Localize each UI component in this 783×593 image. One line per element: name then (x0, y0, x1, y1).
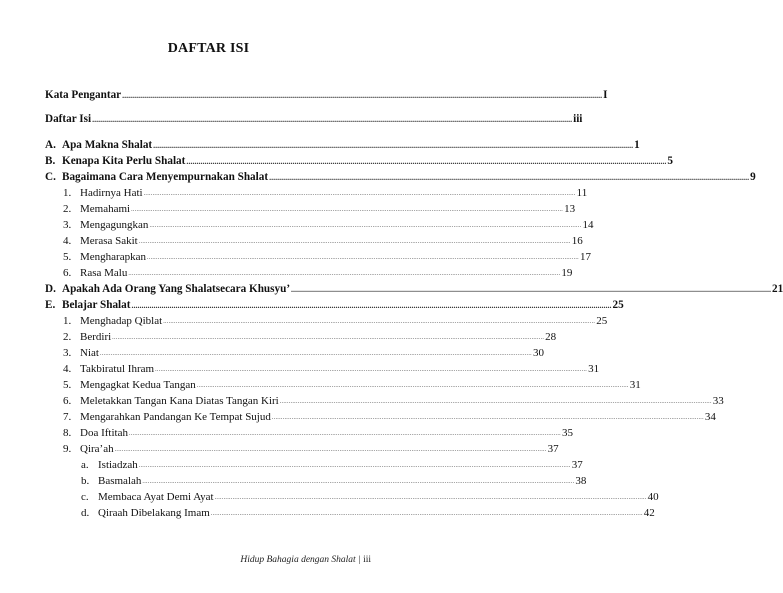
toc-entry (45, 408, 716, 423)
toc-entry-label: Takbiratul Ihram (80, 363, 155, 375)
toc-entry-number: 6. (63, 267, 72, 279)
dot-leader: ................................................................................................................................................................................................................................................ (279, 399, 712, 405)
toc-entry (45, 344, 544, 359)
toc-entry-page: 34 (704, 411, 716, 423)
toc-entry-page: 42 (643, 507, 655, 519)
toc-entry-label: Qira’ah (80, 443, 114, 455)
toc-entry (45, 248, 591, 263)
toc-entry-page: 28 (545, 331, 557, 343)
dot-leader: ................................................................................................................................................................................................................................................ (128, 271, 561, 277)
dot-leader: ................................................................................................................................................................................................................................................ (131, 301, 612, 310)
dot-leader: ................................................................................................................................................................................................................................................ (128, 431, 561, 437)
toc-entry-number: 6. (63, 395, 72, 407)
toc-entry-number: A. (45, 139, 56, 151)
toc-entry-page: 25 (612, 299, 624, 311)
toc-entry (45, 264, 573, 279)
page-title: DAFTAR ISI (167, 41, 250, 56)
toc-entry (45, 488, 659, 503)
dot-leader: ................................................................................................................................................................................................................................................ (155, 367, 588, 373)
toc-entry-page: 9 (750, 171, 756, 183)
toc-entry-label: Berdiri (80, 331, 112, 343)
dot-leader: ................................................................................................................................................................................................................................................ (196, 383, 629, 389)
toc-entry-number: a. (81, 459, 89, 471)
toc-entry-label: Apakah Ada Orang Yang Shalatsecara Khusyu’ (62, 283, 291, 295)
toc-entry-page: 5 (667, 155, 673, 167)
toc-entry-number: 2. (63, 203, 72, 215)
toc-entry (45, 296, 624, 311)
dot-leader: ................................................................................................................................................................................................................................................ (138, 463, 571, 469)
dot-leader: ................................................................................................................................................................................................................................................ (149, 223, 582, 229)
toc-entry-label: Mengagkat Kedua Tangan (80, 379, 196, 391)
toc-entry-number: 7. (63, 411, 72, 423)
toc-entry-number: 1. (63, 315, 72, 327)
toc-entry (45, 136, 640, 151)
dot-leader: ................................................................................................................................................................................................................................................ (146, 255, 579, 261)
toc-entry-label: Belajar Shalat (62, 299, 131, 311)
toc-entry-page: 13 (564, 203, 576, 215)
toc-entry (45, 200, 576, 215)
toc-entry-number: 4. (63, 363, 72, 375)
toc-entry (45, 216, 594, 231)
dot-leader: ................................................................................................................................................................................................................................................ (138, 239, 571, 245)
toc-entry-label: Kata Pengantar (45, 89, 122, 101)
toc-entry-label: Mengarahkan Pandangan Ke Tempat Sujud (80, 411, 271, 423)
toc-entry-page: 30 (532, 347, 544, 359)
toc-entry (45, 328, 557, 343)
dot-leader: ................................................................................................................................................................................................................................................ (114, 447, 547, 453)
dot-leader: ................................................................................................................................................................................................................................................ (143, 191, 576, 197)
toc-entry-number: 5. (63, 379, 72, 391)
toc-entry-label: Memahami (80, 203, 131, 215)
toc-entry-page: 38 (575, 475, 587, 487)
toc-entry-number: d. (81, 507, 90, 519)
toc-entry-number: 3. (63, 347, 72, 359)
toc-entry-page: 37 (547, 443, 559, 455)
toc-entry-label: Niat (80, 347, 99, 359)
dot-leader: ................................................................................................................................................................................................................................................ (210, 511, 643, 517)
toc-entry-page: 19 (561, 267, 573, 279)
dot-leader: ................................................................................................................................................................................................................................................ (92, 115, 573, 124)
toc-entry (45, 152, 673, 167)
toc-entry-number: C. (45, 171, 56, 183)
dot-leader: ................................................................................................................................................................................................................................................ (131, 207, 564, 213)
toc-entry-page: I (603, 89, 608, 101)
toc-entry (45, 184, 588, 199)
toc-entry-label: Kenapa Kita Perlu Shalat (62, 155, 186, 167)
toc-entry (45, 424, 573, 439)
toc-entry-label: Membaca Ayat Demi Ayat (98, 491, 214, 503)
toc-entry-number: 9. (63, 443, 72, 455)
toc-entry (45, 86, 608, 101)
toc-entry-label: Apa Makna Shalat (62, 139, 153, 151)
toc-entry-number: b. (81, 475, 90, 487)
toc-entry-page: 16 (571, 235, 583, 247)
dot-leader: ................................................................................................................................................................................................................................................ (153, 141, 634, 150)
dot-leader: ................................................................................................................................................................................................................................................ (214, 495, 647, 501)
toc-entry-number: 3. (63, 219, 72, 231)
toc-entry-label: Daftar Isi (45, 113, 92, 125)
dot-leader: ................................................................................................................................................................................................................................................ (122, 91, 603, 100)
toc-entry-label: Meletakkan Tangan Kana Diatas Tangan Kiri (80, 395, 279, 407)
toc-entry (45, 232, 583, 247)
toc-entry-page: 17 (579, 251, 591, 263)
dot-leader: ................................................................................................................................................................................................................................................ (142, 479, 575, 485)
toc-entry-number: 5. (63, 251, 72, 263)
toc-entry-label: Istiadzah (98, 459, 138, 471)
toc-entry-label: Hadirnya Hati (80, 187, 143, 199)
dot-leader: ................................................................................................................................................................................................................................................ (269, 173, 750, 182)
toc-entry (45, 312, 608, 327)
toc-entry (45, 472, 587, 487)
toc-entry-page: 11 (576, 187, 588, 199)
toc-entry-label: Mengharapkan (80, 251, 146, 263)
toc-entry-number: 8. (63, 427, 72, 439)
toc-entry (45, 360, 600, 375)
toc-entry (45, 110, 583, 125)
toc-entry-label: Qiraah Dibelakang Imam (98, 507, 210, 519)
toc-entry-page: 35 (561, 427, 573, 439)
toc-entry-number: 2. (63, 331, 72, 343)
toc-entry-label: Mengagungkan (80, 219, 149, 231)
toc-entry-label: Menghadap Qiblat (80, 315, 163, 327)
page-footer (240, 555, 371, 565)
toc-entry-number: B. (45, 155, 56, 167)
toc-entry-number: c. (81, 491, 89, 503)
toc-entry-number: D. (45, 283, 56, 295)
toc-entry-page: 21 (772, 283, 783, 295)
toc-entry-label: Doa Iftitah (80, 427, 128, 439)
dot-leader: ................................................................................................................................................................................................................................................ (186, 157, 667, 166)
toc-entry (45, 440, 559, 455)
dot-leader: ................................................................................................................................................................................................................................................ (163, 319, 596, 325)
toc-entry-label: Basmalah (98, 475, 142, 487)
toc-entry (45, 504, 655, 519)
toc-entry-label: Bagaimana Cara Menyempurnakan Shalat (62, 171, 269, 183)
toc-entry-number: E. (45, 299, 56, 311)
dot-leader: ................................................................................................................................................................................................................................................ (291, 285, 772, 294)
footer-page-number: iii (363, 555, 371, 565)
toc-entry-label: Merasa Sakit (80, 235, 138, 247)
dot-leader: ................................................................................................................................................................................................................................................ (271, 415, 704, 421)
toc-entry-label: Rasa Malu (80, 267, 128, 279)
toc-entry-page: 31 (629, 379, 641, 391)
toc-entry (45, 456, 583, 471)
toc-entry-page: 1 (634, 139, 640, 151)
toc-entry (45, 280, 783, 295)
toc-entry-page: 40 (647, 491, 659, 503)
toc-entry (45, 392, 724, 407)
toc-entry-page: iii (573, 113, 583, 125)
footer-book-title: Hidup Bahagia dengan Shalat (240, 555, 356, 565)
dot-leader: ................................................................................................................................................................................................................................................ (112, 335, 545, 341)
footer-separator: | (358, 555, 361, 565)
toc-entry-number: 1. (63, 187, 72, 199)
toc-entry (45, 376, 641, 391)
toc-entry-number: 4. (63, 235, 72, 247)
toc-entry-page: 37 (571, 459, 583, 471)
toc-entry (45, 168, 756, 183)
toc-entry-page: 25 (596, 315, 608, 327)
toc-entry-page: 33 (712, 395, 724, 407)
toc-entry-page: 14 (582, 219, 594, 231)
dot-leader: ................................................................................................................................................................................................................................................ (99, 351, 532, 357)
toc-entry-page: 31 (588, 363, 600, 375)
